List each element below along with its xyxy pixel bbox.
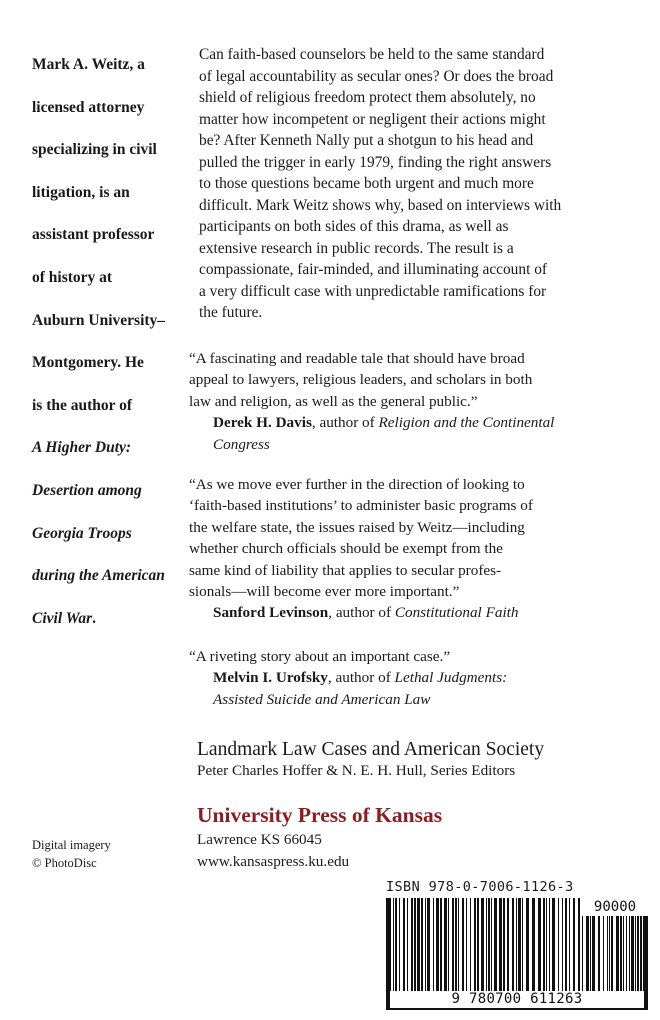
author-bio-line — [32, 555, 190, 598]
description-line: of legal accountability as secular ones? Or does the broad — [199, 67, 554, 85]
description-line: to those questions became both urgent and much more — [199, 175, 534, 192]
blurb-text-line: same kind of liability that applies to secular profes- — [189, 561, 502, 579]
author-bio-line — [32, 129, 190, 172]
author-bio-line — [32, 385, 190, 428]
author-bio-text: specializing in civil — [32, 141, 157, 159]
attribution-text: , author of — [311, 414, 379, 432]
author-bio-line — [32, 427, 190, 470]
blurb-1 — [189, 348, 629, 455]
blurb-attribution — [189, 667, 629, 710]
author-bio-text: assistant professor — [32, 226, 155, 244]
attribution-name: Sanford Levinson — [213, 604, 329, 622]
author-bio-line — [32, 598, 190, 641]
author-bio-line — [32, 257, 190, 300]
series-info — [197, 738, 544, 780]
blurb-text-line: sionals—will become ever more important.” — [189, 583, 460, 601]
attribution-line — [213, 602, 629, 623]
attribution-text: , author of — [328, 604, 395, 622]
description-line: compassionate, fair-minded, and illuminating account of — [199, 261, 548, 278]
isbn-label: ISBN 978-0-7006-1126-3 — [386, 879, 574, 895]
description-line: extensive research in public records. The result is a — [199, 239, 514, 257]
description-line: be? After Kenneth Nally put a shotgun to his head and — [199, 132, 534, 149]
blurb-text-line: the welfare state, the issues raised by Weitz—including — [189, 518, 525, 536]
barcode-digits: 9 780700 611263 — [390, 991, 644, 1008]
attribution-work-cont: Assisted Suicide and American Law — [213, 690, 431, 708]
description-line: matter how incompetent or negligent their actions might — [199, 110, 546, 128]
attribution-line — [213, 667, 629, 688]
description-line: difficult. Mark Weitz shows why, based on interviews with — [199, 196, 562, 214]
author-bio-text: licensed attorney — [32, 98, 145, 116]
author-bio-text: during the American — [32, 567, 165, 585]
blurb-text-line: “A riveting story about an important case.” — [189, 648, 451, 665]
blurb-text-line: ‘faith-based institutions’ to administer basic programs of — [189, 497, 533, 515]
series-editors: Peter Charles Hoffer & N. E. H. Hull, Series Editors — [197, 762, 516, 779]
description-line: Can faith-based counselors be held to the same standard — [199, 46, 545, 63]
publisher-block — [197, 801, 442, 873]
publisher-website: www.kansaspress.ku.edu — [197, 853, 350, 870]
author-bio-text: litigation, is an — [32, 183, 130, 201]
author-bio-line — [32, 214, 190, 257]
description-line: shield of religious freedom protect them absolutely, no — [199, 89, 536, 106]
blurb-attribution — [189, 602, 629, 623]
description-line: participants on both sides of this drama, as well as — [199, 218, 509, 235]
author-bio-suffix: . — [92, 609, 97, 627]
blurb-text-line: “A fascinating and readable tale that should have broad — [189, 350, 525, 367]
author-bio-text: Civil War — [32, 609, 93, 627]
blurb-2 — [189, 474, 629, 624]
author-bio-text: Mark A. Weitz, a — [32, 56, 145, 73]
blurb-text-line: whether church officials should be exempt from the — [189, 540, 503, 558]
author-bio-line — [32, 44, 190, 87]
author-bio-text: Montgomery. He — [32, 354, 144, 372]
author-bio-text: Auburn University– — [32, 311, 166, 329]
attribution-text: , author of — [327, 669, 395, 687]
author-bio-line — [32, 87, 190, 130]
attribution-work: Constitutional Faith — [394, 604, 519, 622]
author-bio — [32, 44, 190, 640]
publisher-address: Lawrence KS 66045 — [197, 831, 322, 848]
book-description — [199, 44, 639, 324]
author-bio-text: Desertion among — [32, 481, 142, 499]
attribution-name: Derek H. Davis — [213, 414, 312, 432]
attribution-name: Melvin I. Urofsky — [213, 669, 328, 687]
author-bio-line — [32, 470, 190, 513]
image-credit-line1: Digital imagery — [32, 838, 111, 852]
price-code: 90000 — [582, 898, 648, 916]
image-credit-line2: © PhotoDisc — [32, 856, 97, 870]
publisher-name: University Press of Kansas — [197, 803, 443, 827]
attribution-work: Religion and the Continental — [378, 414, 555, 432]
series-title: Landmark Law Cases and American Society — [197, 739, 545, 760]
author-bio-line — [32, 513, 190, 556]
author-bio-text: Georgia Troops — [32, 524, 132, 542]
image-credit — [32, 836, 111, 872]
author-bio-line — [32, 300, 190, 343]
author-bio-text: A Higher Duty: — [32, 439, 132, 457]
attribution-line — [213, 412, 629, 433]
blurb-text-line: “As we move ever further in the direction of looking to — [189, 476, 525, 493]
description-line: the future. — [199, 304, 263, 321]
description-line: pulled the trigger in early 1979, finding the right answers — [199, 153, 552, 171]
attribution-work-cont: Congress — [213, 435, 270, 453]
blurb-text-line: law and religion, as well as the general public.” — [189, 392, 478, 410]
author-bio-text: is the author of — [32, 396, 133, 414]
description-line: a very difficult case with unpredictable ramifications for — [199, 282, 547, 300]
author-bio-line — [32, 172, 190, 215]
attribution-work: Lethal Judgments: — [394, 669, 508, 687]
back-cover-main — [189, 44, 639, 708]
blurb-text-line: appeal to lawyers, religious leaders, and scholars in both — [189, 371, 533, 389]
blurb-3 — [189, 646, 629, 710]
barcode — [386, 898, 648, 1010]
author-bio-line — [32, 342, 190, 385]
author-bio-text: of history at — [32, 268, 113, 286]
blurb-attribution — [189, 412, 629, 455]
